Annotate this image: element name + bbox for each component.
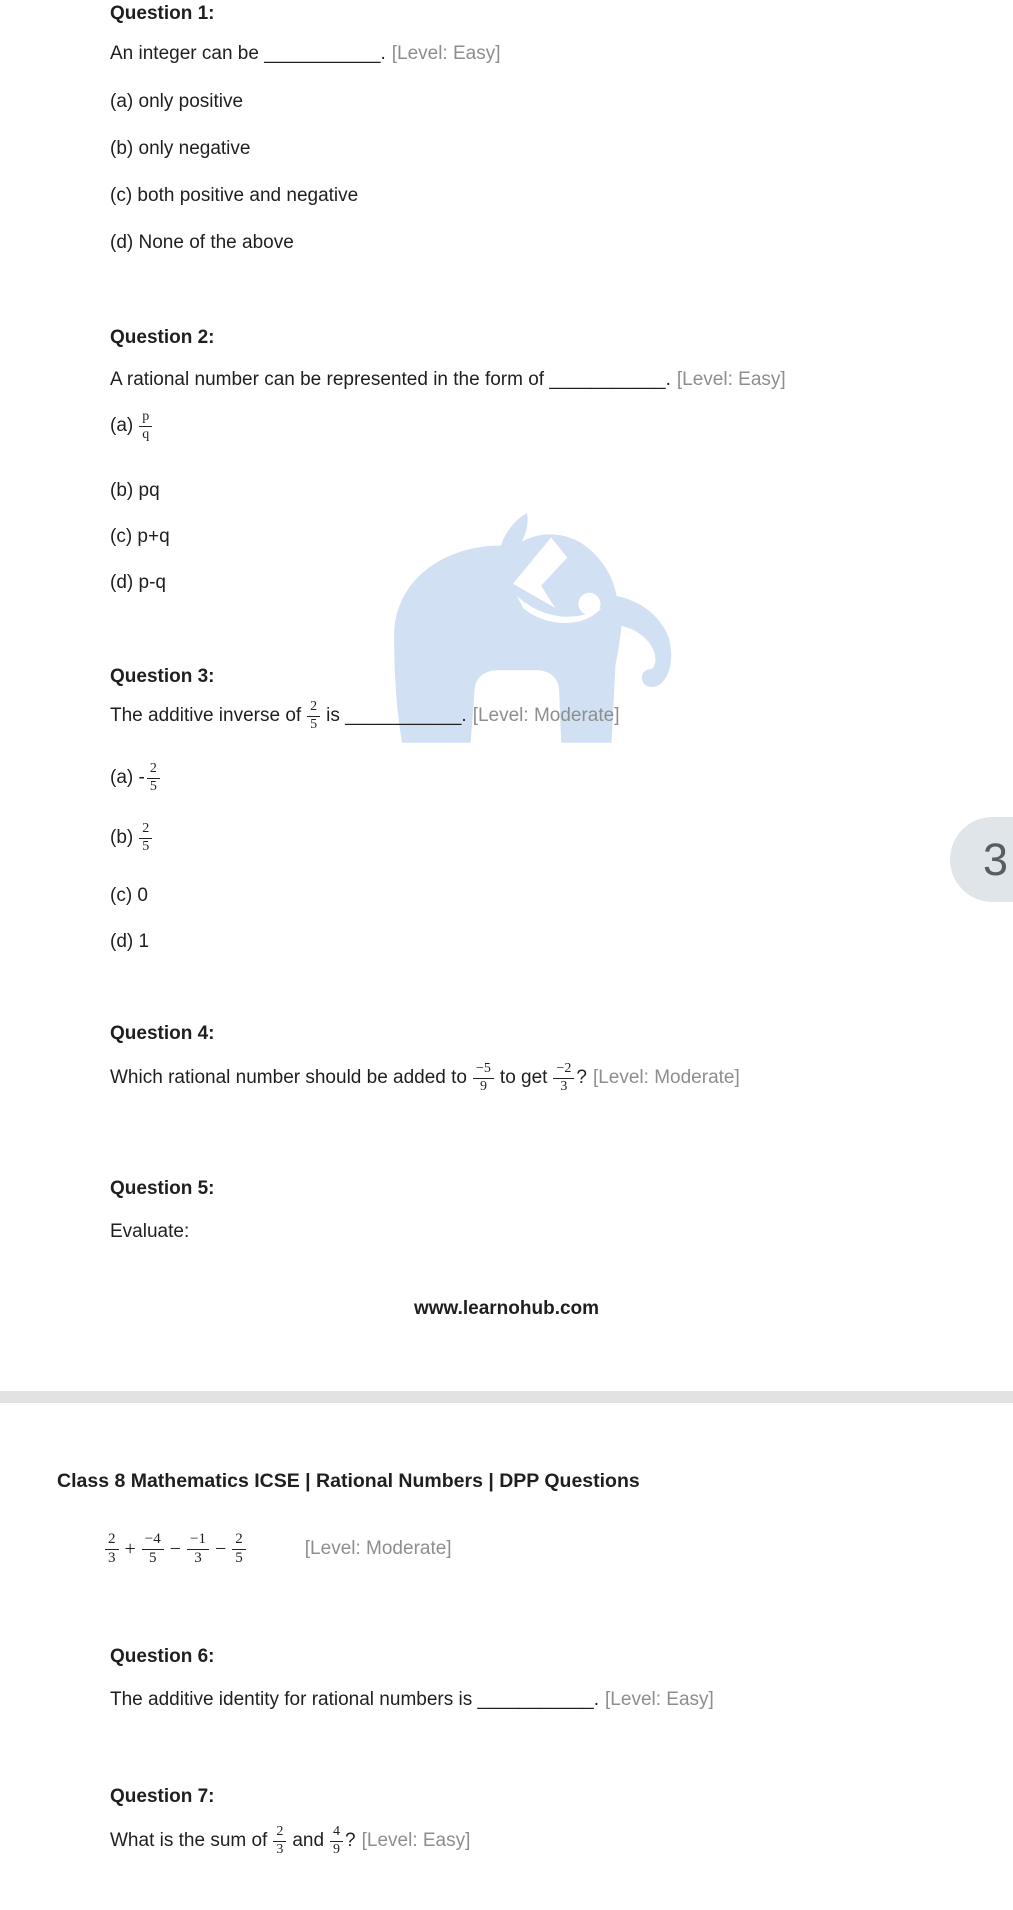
- fraction-minus1-3: $\frac{-1}{3}$: [187, 1532, 209, 1567]
- question-1-option-d: (d) None of the above: [110, 232, 294, 253]
- fraction-minus5-9: $\frac{-5}{9}$: [473, 1062, 494, 1094]
- minus-operator: −: [169, 1537, 182, 1560]
- option-label: (a) -: [110, 767, 145, 789]
- fraction-2-5: $\frac{2}{5}$: [232, 1532, 246, 1567]
- question-3-option-a: [110, 762, 160, 794]
- question-6-level-badge: [Level: Easy]: [605, 1689, 714, 1710]
- question-1-heading: Question 1:: [110, 3, 215, 24]
- fraction-2-5: $\frac{2}{5}$: [139, 822, 152, 854]
- question-2-option-b: (b) pq: [110, 480, 160, 501]
- fraction-2-5: $\frac{2}{5}$: [147, 762, 160, 794]
- question-7-level-badge: [Level: Easy]: [361, 1830, 471, 1852]
- website-footer: www.learnohub.com: [413, 1298, 600, 1319]
- fraction-minus2-3: $\frac{-2}{3}$: [553, 1062, 574, 1094]
- question-3-level-badge: [Level: Moderate]: [472, 705, 620, 727]
- question-4-body-before: Which rational number should be added to: [110, 1067, 468, 1089]
- fraction-2-3: $\frac{2}{3}$: [105, 1532, 119, 1567]
- question-2-option-c: (c) p+q: [110, 526, 170, 547]
- question-5-level-badge: [Level: Moderate]: [304, 1538, 452, 1560]
- fraction-4-9: $\frac{4}{9}$: [330, 1825, 343, 1857]
- option-label: (b): [110, 827, 134, 849]
- question-2-heading: Question 2:: [110, 327, 215, 348]
- question-2-text: [110, 368, 786, 392]
- question-5-expression: [105, 1532, 452, 1567]
- question-4-level-badge: [Level: Moderate]: [592, 1067, 740, 1089]
- question-1-body: An integer can be ___________.: [110, 43, 386, 64]
- question-2-option-d: (d) p-q: [110, 572, 166, 593]
- question-7-text: [110, 1825, 470, 1857]
- question-2-body: A rational number can be represented in the form of ___________.: [110, 369, 671, 390]
- question-2-level-badge: [Level: Easy]: [676, 369, 786, 390]
- page-number-scroll-indicator[interactable]: [950, 817, 1013, 902]
- question-1-level-badge: [Level: Easy]: [391, 43, 501, 64]
- question-7-body-before: What is the sum of: [110, 1830, 268, 1852]
- fraction-2-3: $\frac{2}{3}$: [273, 1825, 286, 1857]
- question-5-heading: Question 5:: [110, 1178, 215, 1199]
- question-1-option-a: (a) only positive: [110, 91, 244, 112]
- question-4-text: [110, 1062, 740, 1094]
- question-5-body: Evaluate:: [110, 1221, 190, 1242]
- question-1-option-b: (b) only negative: [110, 138, 251, 159]
- document-title: Class 8 Mathematics ICSE | Rational Numbers | DPP Questions: [57, 1470, 640, 1492]
- question-3-option-b: [110, 822, 152, 854]
- minus-operator: −: [215, 1537, 227, 1560]
- question-6-body: The additive identity for rational numbers is ___________.: [110, 1689, 600, 1710]
- question-3-body-before: The additive inverse of: [110, 705, 302, 727]
- question-3-body-after: is ___________.: [326, 705, 467, 727]
- question-7-body-middle: and: [292, 1830, 325, 1852]
- plus-operator: +: [124, 1537, 136, 1560]
- page-break-divider: [0, 1391, 1013, 1403]
- page-number-label: 3: [982, 833, 1008, 885]
- question-4-body-after: ?: [576, 1067, 587, 1089]
- fraction-p-q: $\frac{p}{q}$: [139, 410, 152, 442]
- option-label: (a): [110, 415, 134, 437]
- question-4-body-middle: to get: [499, 1067, 548, 1089]
- question-1-option-c: (c) both positive and negative: [110, 185, 359, 206]
- question-7-heading: Question 7:: [110, 1786, 215, 1807]
- question-3-heading: Question 3:: [110, 666, 215, 687]
- question-1-text: [110, 42, 501, 66]
- fraction-minus4-5: $\frac{-4}{5}$: [142, 1532, 164, 1567]
- question-3-option-c: (c) 0: [110, 885, 148, 906]
- fraction-2-5: $\frac{2}{5}$: [307, 700, 320, 732]
- question-6-heading: Question 6:: [110, 1646, 215, 1667]
- question-3-option-d: (d) 1: [110, 931, 150, 952]
- question-2-option-a: [110, 410, 152, 442]
- question-3-text: [110, 700, 620, 732]
- question-4-heading: Question 4:: [110, 1023, 215, 1044]
- question-6-text: [110, 1688, 714, 1712]
- question-7-body-after: ?: [345, 1830, 356, 1852]
